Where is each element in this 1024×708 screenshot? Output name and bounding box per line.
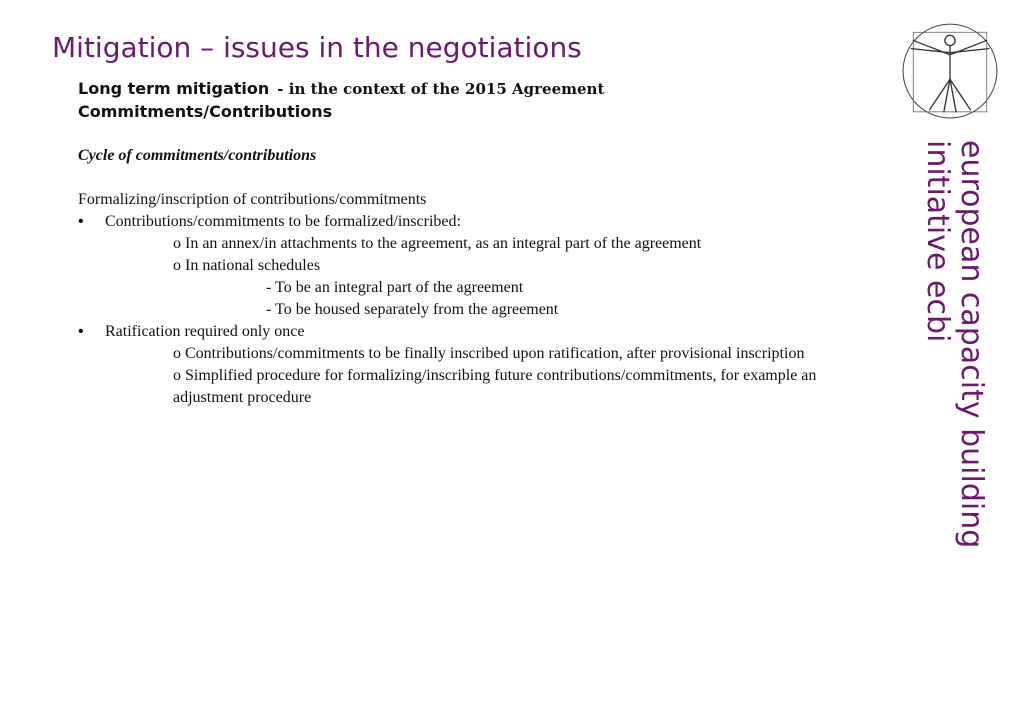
sub-sub-item: - To be housed separately from the agreement — [266, 301, 559, 318]
bullet-icon: • — [78, 213, 84, 230]
sub-item: o In an annex/in attachments to the agreement, as an integral part of the agreement — [173, 235, 702, 252]
sub-item: o Simplified procedure for formalizing/inscribing future contributions/commitments, for example an — [173, 367, 817, 384]
sub-item: o Contributions/commitments to be finally inscribed upon ratification, after provisional inscription — [173, 345, 805, 362]
heading-subtitle: Commitments/Contributions — [78, 102, 333, 121]
page-title: Mitigation – issues in the negotiations — [52, 31, 582, 64]
heading-context: - in the context of the 2015 Agreement — [277, 80, 605, 98]
intro-text: Formalizing/inscription of contributions/commitments — [78, 191, 427, 208]
slide-content — [78, 78, 938, 409]
sub-item-continuation: adjustment procedure — [173, 389, 312, 406]
sub-sub-item: - To be an integral part of the agreement — [266, 279, 524, 296]
bullet-text: Contributions/commitments to be formalized/inscribed: — [105, 213, 461, 230]
wordmark-line-1: european capacity building — [954, 140, 989, 549]
heading-label: Long term mitigation — [78, 79, 270, 98]
ecbi-wordmark — [918, 140, 988, 580]
bullet-icon: • — [78, 323, 84, 340]
bullet-text: Ratification required only once — [105, 323, 305, 340]
list-item — [78, 211, 938, 233]
cycle-subtitle: Cycle of commitments/contributions — [78, 147, 317, 164]
sub-item: o In national schedules — [173, 257, 321, 274]
section-heading — [78, 78, 938, 101]
list-item — [78, 321, 938, 343]
vitruvian-man-icon — [899, 18, 1001, 120]
wordmark-line-2: initiative ecbi — [920, 140, 955, 343]
